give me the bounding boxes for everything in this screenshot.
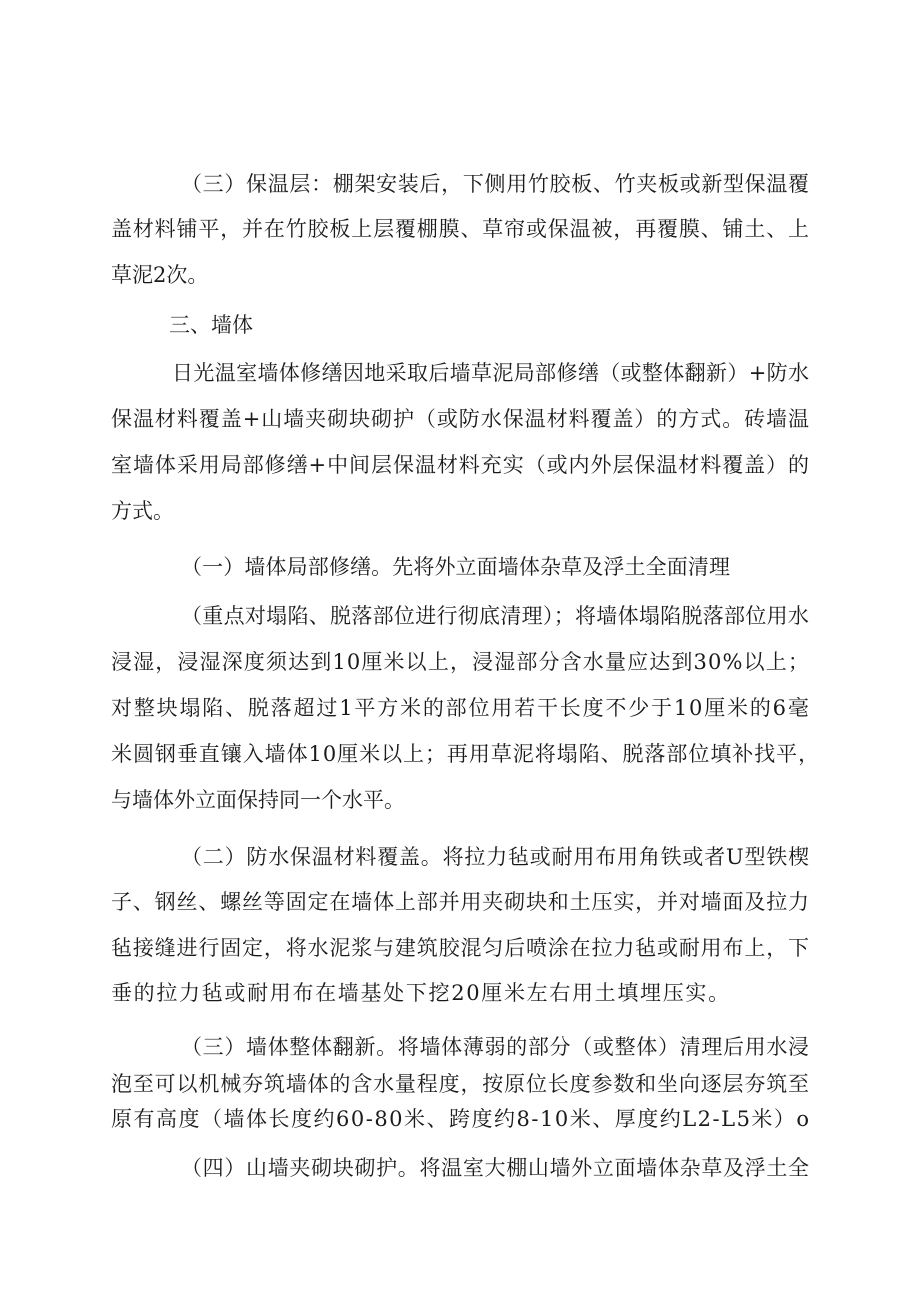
text-line: （四）山墙夹砌块砌护。将温室大棚山墙外立面墙体杂草及浮土全: [181, 1156, 810, 1180]
text-line: 子、钢丝、螺丝等固定在墙体上部并用夹砌块和土压实，并对墙面及拉力: [111, 890, 810, 914]
text-line: 泡至可以机械夯筑墙体的含水量程度，按原位长度参数和坐向逐层夯筑至: [111, 1072, 810, 1096]
text-line: 原有高度（墙体长度约60-80米、跨度约8-10米、厚度约L2-L5米）o: [111, 1107, 811, 1131]
section-heading: 三、墙体: [169, 313, 253, 337]
text-line: 对整块塌陷、脱落超过1平方米的部位用若干长度不少于10厘米的6毫: [111, 696, 811, 720]
text-line: 室墙体采用局部修缮+中间层保温材料充实（或内外层保温材料覆盖）的: [111, 453, 810, 477]
text-line: （三）墙体整体翻新。将墙体薄弱的部分（或整体）清理后用水浸: [181, 1035, 810, 1059]
text-line: 方式。: [111, 499, 174, 523]
text-line: 保温材料覆盖+山墙夹砌块砌护（或防水保温材料覆盖）的方式。砖墙温: [111, 407, 810, 431]
text-line: 与墙体外立面保持同一个水平。: [111, 788, 405, 812]
text-line: （重点对塌陷、脱落部位进行彻底清理）；将墙体塌陷脱落部位用水: [181, 604, 810, 628]
text-line: 毡接缝进行固定，将水泥浆与建筑胶混匀后喷涂在拉力毡或耐用布上，下: [111, 936, 810, 960]
text-line: 米圆钢垂直镶入墙体10厘米以上；再用草泥将塌陷、脱落部位填补找平，: [111, 742, 821, 766]
text-line: 草泥2次。: [111, 263, 209, 287]
text-line: 日光温室墙体修缮因地采取后墙草泥局部修缮（或整体翻新）+防水: [172, 361, 810, 385]
text-line: 浸湿，浸湿深度须达到10厘米以上，浸湿部分含水量应达到30%以上；: [111, 650, 811, 674]
text-line: （三）保温层：棚架安装后，下侧用竹胶板、竹夹板或新型保温覆: [181, 172, 810, 196]
text-line: 盖材料铺平，并在竹胶板上层覆棚膜、草帘或保温被，再覆膜、铺土、上: [111, 217, 810, 241]
text-line: 垂的拉力毡或耐用布在墙基处下挖20厘米左右用土填埋压实。: [111, 981, 731, 1005]
text-line: （二）防水保温材料覆盖。将拉力毡或耐用布用角铁或者U型铁楔: [181, 845, 810, 869]
text-line: （一）墙体局部修缮。先将外立面墙体杂草及浮土全面清理: [181, 555, 731, 579]
